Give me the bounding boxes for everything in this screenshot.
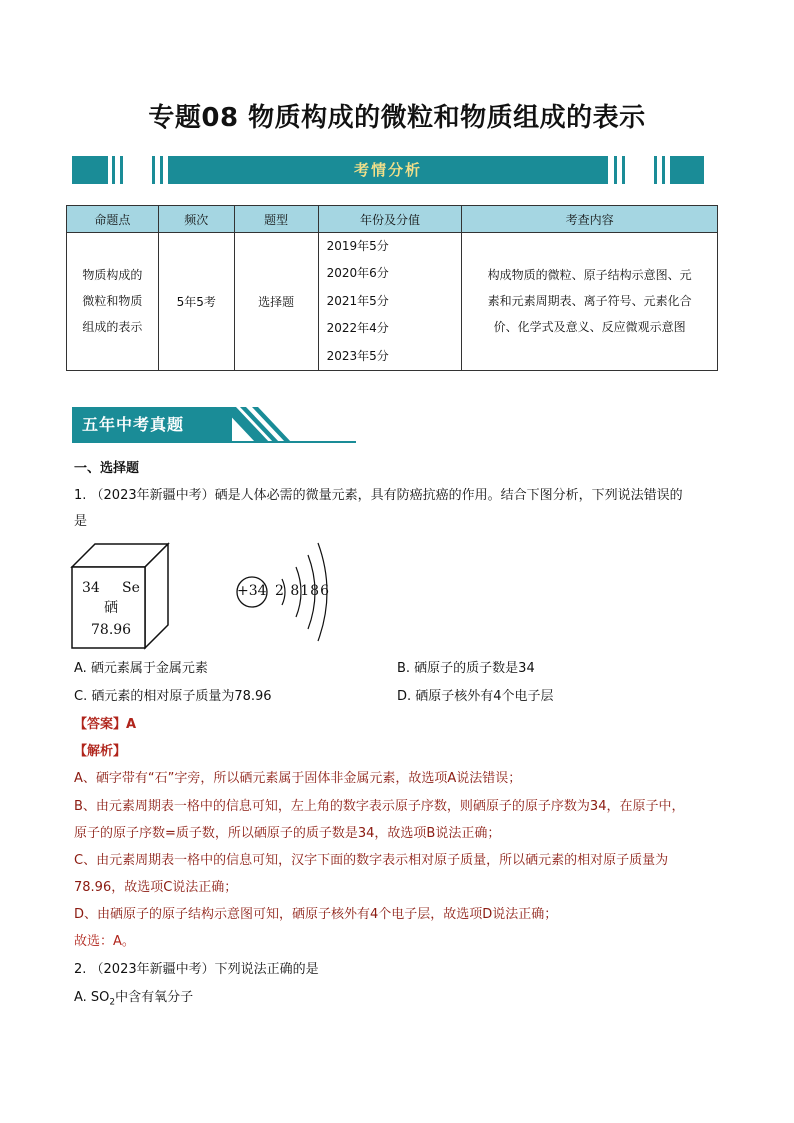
banner-stripe bbox=[662, 156, 665, 184]
q1-analysis-line: A、硒字带有“石”字旁，所以硒元素属于固体非金属元素，故选项A说法错误； bbox=[74, 771, 522, 786]
q1-option-a: A. 硒元素属于金属元素 bbox=[74, 661, 208, 676]
cell-type: 选择题 bbox=[234, 233, 318, 371]
q2-stem: 2. （2023年新疆中考）下列说法正确的是 bbox=[74, 962, 319, 977]
q1-stem-line1: 1. （2023年新疆中考）硒是人体必需的微量元素，具有防癌抗癌的作用。结合下图分析，下列说法错误的 bbox=[74, 488, 683, 503]
banner-right-bar bbox=[670, 156, 704, 184]
banner-label: 考情分析 bbox=[168, 156, 608, 184]
table-row bbox=[67, 233, 718, 371]
header-content: 考查内容 bbox=[462, 206, 718, 233]
q1-analysis-line: B、由元素周期表一格中的信息可知，左上角的数字表示原子序数，则硒原子的原子序数为34，在原子中， bbox=[74, 799, 685, 814]
q1-conclusion: 故选：A。 bbox=[74, 934, 135, 949]
cell-years bbox=[318, 233, 462, 371]
content-line: 价、化学式及意义、反应微观示意图 bbox=[493, 320, 686, 335]
section-banner bbox=[72, 156, 704, 184]
q2-option-a-subscript: 2 bbox=[109, 997, 116, 1008]
element-number: 34 bbox=[82, 580, 100, 596]
header-topic: 命题点 bbox=[67, 206, 159, 233]
q2-option-a-prefix: A. SO bbox=[74, 990, 110, 1005]
banner-left-bar bbox=[72, 156, 108, 184]
q1-option-b: B. 硒原子的质子数是34 bbox=[397, 661, 535, 676]
banner-stripe bbox=[152, 156, 155, 184]
banner-stripe bbox=[614, 156, 617, 184]
year-entry: 2023年5分 bbox=[326, 348, 389, 363]
q1-analysis-line: C、由元素周期表一格中的信息可知，汉字下面的数字表示相对原子质量，所以硒元素的相对原子质量为 bbox=[74, 853, 669, 868]
content-line: 素和元素周期表、离子符号、元素化合 bbox=[487, 294, 692, 309]
table-header-row bbox=[67, 206, 718, 233]
banner-stripe bbox=[622, 156, 625, 184]
content-line: 构成物质的微粒、原子结构示意图、元 bbox=[487, 268, 692, 283]
topic-line: 物质构成的 bbox=[82, 268, 143, 283]
year-entry: 2019年5分 bbox=[326, 239, 389, 253]
q2-option-a bbox=[74, 989, 193, 1012]
header-type: 题型 bbox=[234, 206, 318, 233]
year-entry: 2022年4分 bbox=[326, 321, 389, 336]
cell-frequency: 5年5考 bbox=[158, 233, 234, 371]
element-mass: 78.96 bbox=[91, 622, 132, 638]
q1-option-c: C. 硒元素的相对原子质量为78.96 bbox=[74, 689, 272, 704]
q1-analysis-label: 【解析】 bbox=[74, 744, 127, 759]
q1-analysis-line: 78.96，故选项C说法正确； bbox=[74, 880, 238, 895]
header-years: 年份及分值 bbox=[318, 206, 462, 233]
q1-analysis-line: 原子的原子序数=质子数，所以硒原子的质子数是34，故选项B说法正确； bbox=[74, 826, 501, 841]
q1-option-d: D. 硒原子核外有4个电子层 bbox=[397, 689, 554, 704]
q1-stem-line2: 是 bbox=[74, 514, 88, 529]
nucleus-label: +34 bbox=[237, 583, 267, 599]
banner-stripe bbox=[120, 156, 123, 184]
question-type-heading: 一、选择题 bbox=[74, 461, 140, 476]
year-entry: 2020年6分 bbox=[326, 266, 389, 281]
electron-config: 2 8186 bbox=[275, 583, 330, 599]
section-tag-label: 五年中考真题 bbox=[82, 415, 185, 434]
banner-stripe bbox=[112, 156, 115, 184]
cell-content bbox=[462, 233, 718, 371]
stripe-decoration bbox=[222, 407, 332, 443]
q2-option-a-suffix: 中含有氧分子 bbox=[115, 990, 194, 1005]
q1-answer: 【答案】A bbox=[74, 717, 137, 732]
banner-stripe bbox=[654, 156, 657, 184]
year-entry: 2021年5分 bbox=[326, 293, 389, 308]
topic-line: 组成的表示 bbox=[82, 320, 143, 335]
element-symbol: Se bbox=[122, 580, 140, 596]
header-frequency: 频次 bbox=[158, 206, 234, 233]
section-underline bbox=[72, 441, 356, 443]
q1-analysis-line: D、由硒原子的原子结构示意图可知，硒原子核外有4个电子层，故选项D说法正确； bbox=[74, 907, 558, 922]
topic-line: 微粒和物质 bbox=[82, 294, 143, 309]
section-tag bbox=[72, 407, 356, 443]
exam-analysis-table bbox=[66, 205, 718, 371]
cell-topic bbox=[67, 233, 159, 371]
page-title: 专题08 物质构成的微粒和物质组成的表示 bbox=[148, 103, 646, 133]
element-name: 硒 bbox=[104, 600, 118, 616]
banner-stripe bbox=[160, 156, 163, 184]
